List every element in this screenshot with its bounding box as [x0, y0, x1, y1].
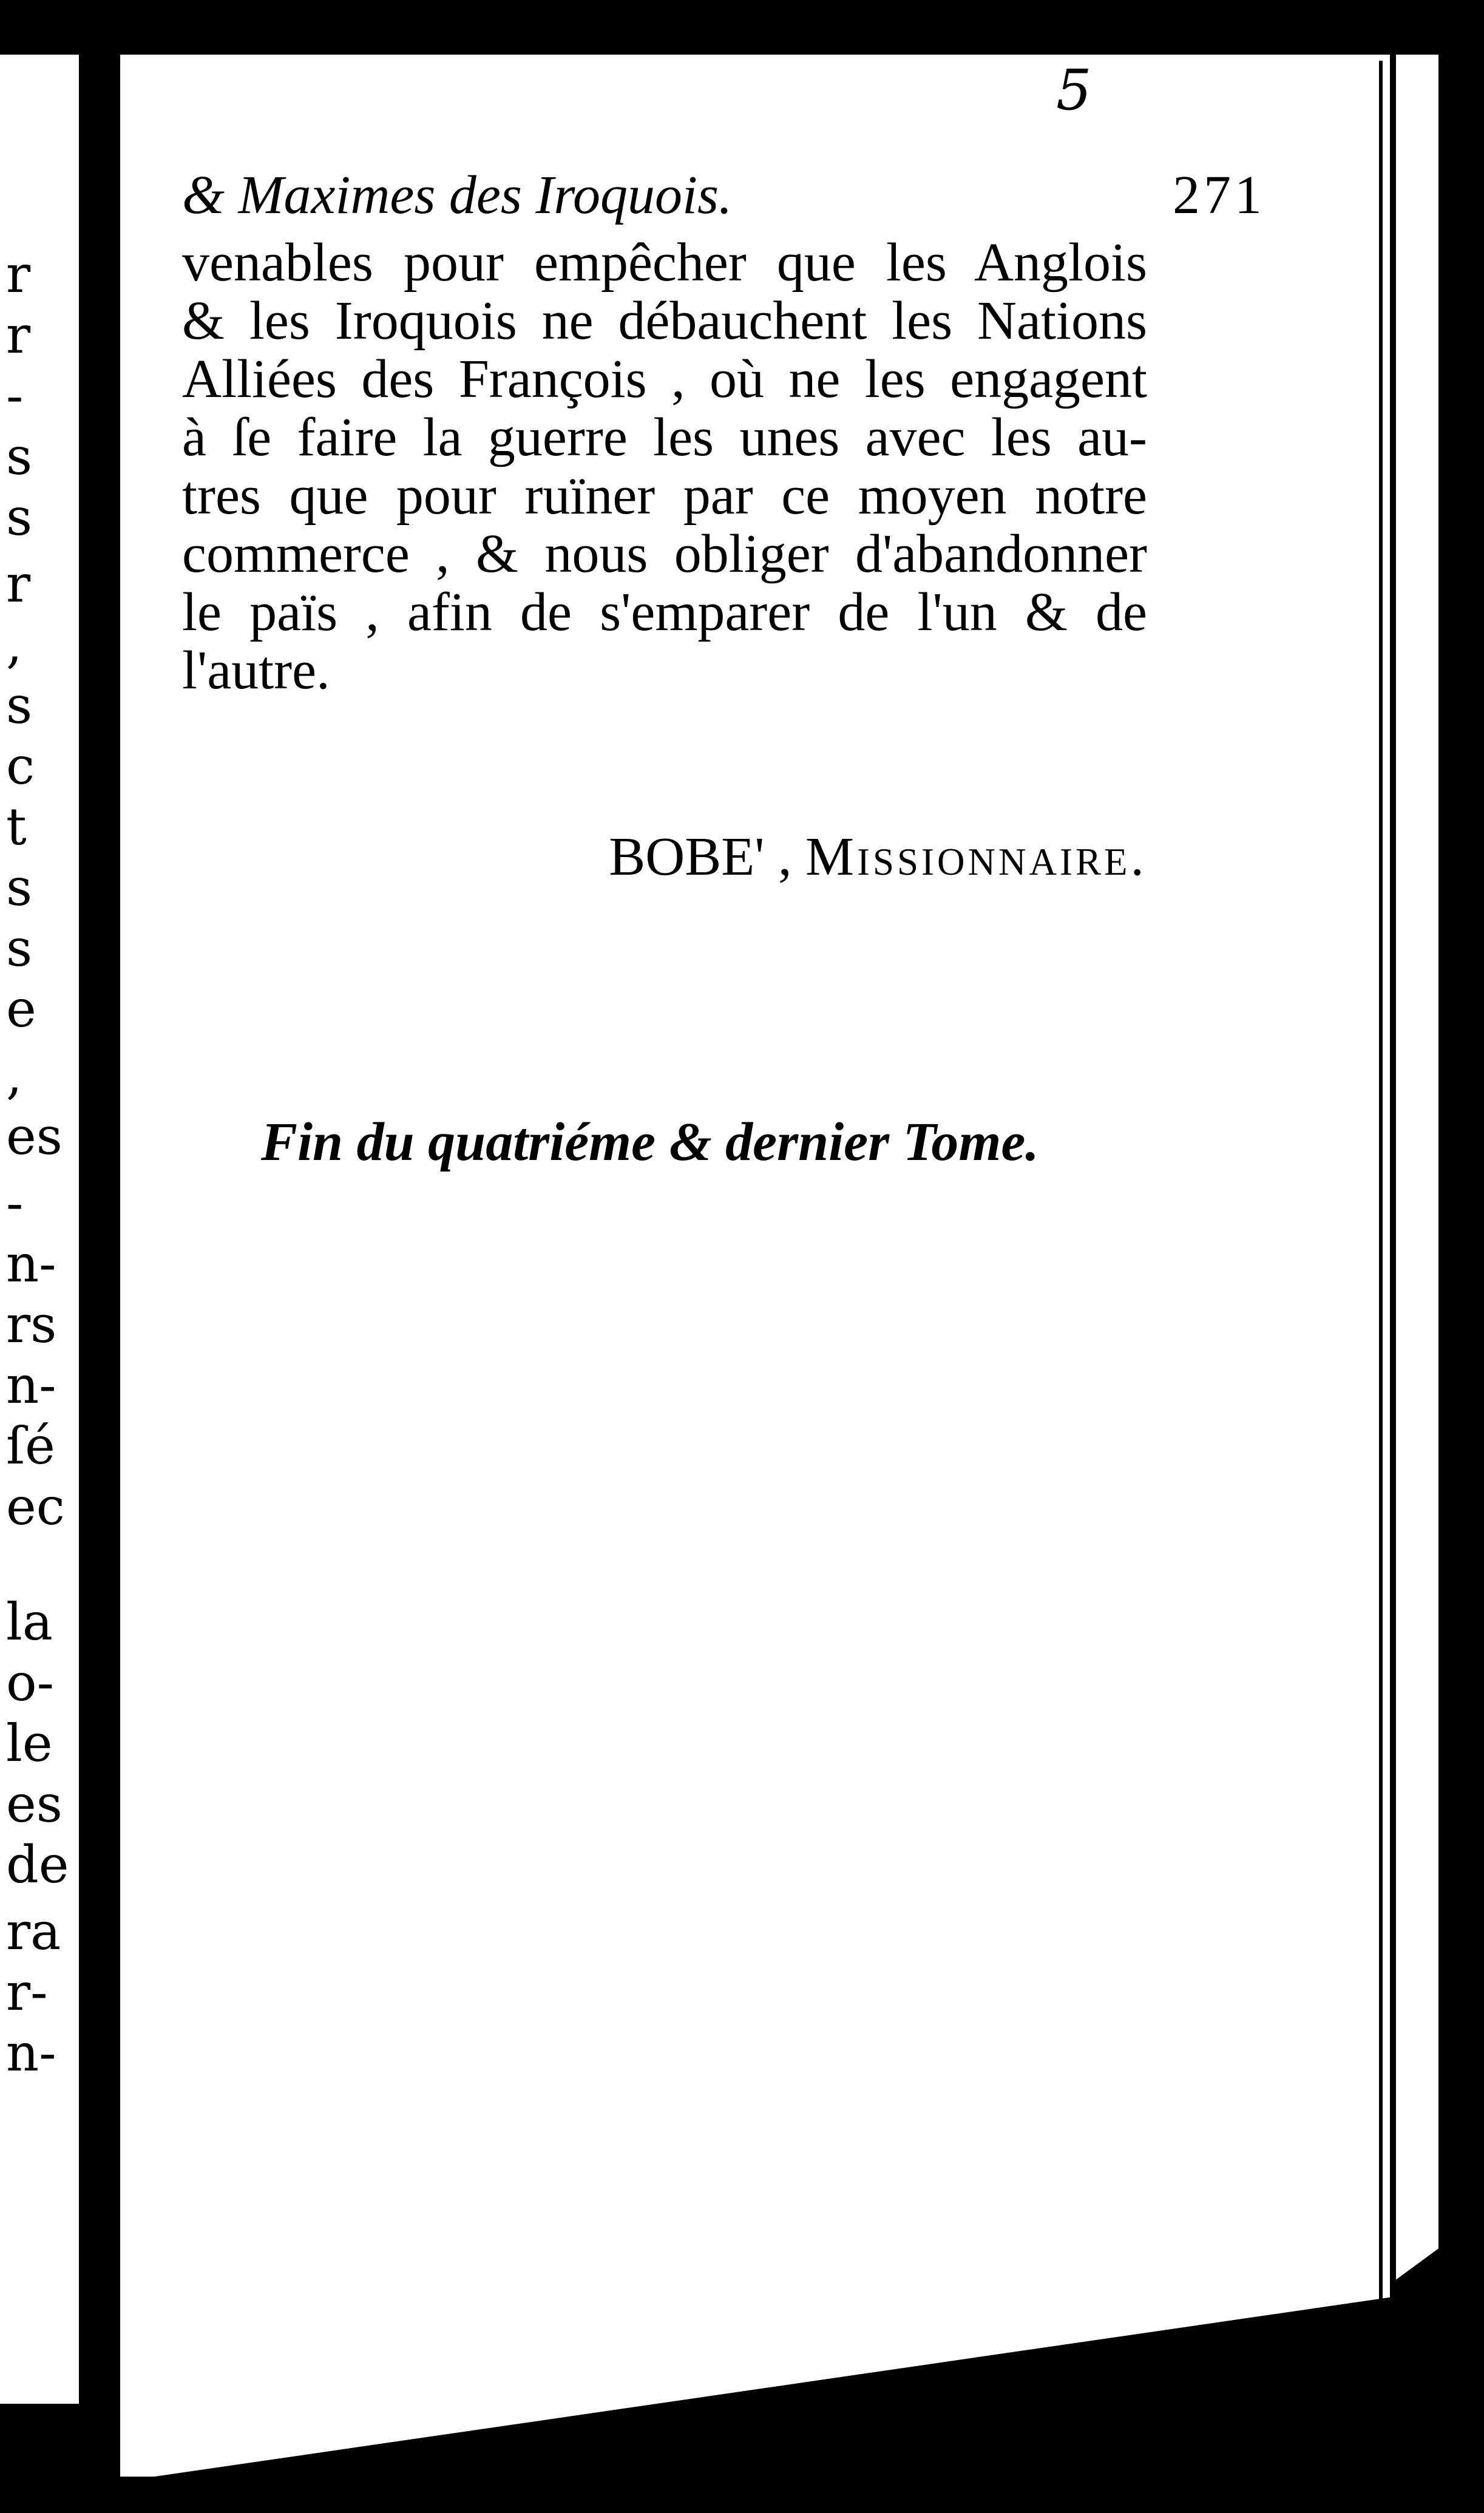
- left-fragment: t: [6, 797, 27, 856]
- folio-mark: 5: [1056, 58, 1092, 123]
- page-header: [182, 164, 1265, 231]
- left-fragment: ,: [6, 615, 22, 674]
- left-fragment: s: [6, 676, 33, 735]
- body-text: [182, 234, 1147, 700]
- left-page-edge: [0, 55, 79, 2404]
- left-fragment: -: [6, 366, 24, 426]
- left-fragment: n-: [6, 1234, 56, 1294]
- left-fragment: s: [6, 487, 33, 547]
- left-fragment: s: [6, 427, 33, 486]
- left-fragment: n-: [6, 2023, 56, 2083]
- left-fragment: r: [6, 305, 31, 365]
- left-fragment: de: [6, 1835, 69, 1894]
- text-line: le païs , afin de s'emparer de l'un & de: [182, 582, 1147, 642]
- left-fragment: rs: [6, 1295, 57, 1354]
- left-fragment: o-: [6, 1653, 54, 1712]
- text-line: venables pour empêcher que les Anglois: [182, 232, 1147, 293]
- running-title: & Maximes des Iroquois.: [182, 165, 733, 225]
- signature: [522, 826, 1147, 888]
- text-line: tres que pour ruïner par ce moyen notre: [182, 466, 1147, 526]
- right-page-edge: [1396, 55, 1438, 2452]
- left-fragment: ,: [6, 1046, 22, 1105]
- left-fragment: ra: [6, 1902, 61, 1961]
- left-fragment: -: [6, 1173, 24, 1233]
- left-fragment: s: [6, 858, 33, 917]
- signature-author: BOBE' ,: [609, 827, 792, 887]
- page-number: 271: [1173, 165, 1265, 225]
- left-fragment: n-: [6, 1355, 56, 1415]
- left-fragment: ſé: [6, 1416, 55, 1476]
- left-fragment: r: [6, 245, 31, 304]
- left-fragment: le: [6, 1714, 53, 1773]
- signature-title: Missionnaire.: [805, 827, 1147, 887]
- left-fragment: la: [6, 1592, 53, 1652]
- text-line: Alliées des François , où ne les engagent: [182, 349, 1147, 409]
- text-line: à ſe faire la guerre les unes avec les au-: [182, 407, 1147, 467]
- left-fragment: ec: [6, 1477, 65, 1536]
- left-fragment: r: [6, 554, 31, 614]
- text-line: l'autre.: [182, 640, 330, 700]
- page-fold-line: [1379, 61, 1383, 2367]
- left-fragment: s: [6, 918, 33, 978]
- left-fragment: e: [6, 979, 36, 1039]
- closing-line: Fin du quatriéme & dernier Tome.: [261, 1112, 1039, 1172]
- text-line: & les Iroquois ne débauchent les Nations: [182, 291, 1147, 351]
- left-fragment: es: [6, 1107, 63, 1166]
- left-fragment: es: [6, 1774, 63, 1834]
- left-fragment: c: [6, 736, 35, 796]
- left-fragment: r-: [6, 1962, 48, 2022]
- text-line: commerce , & nous obliger d'abandonner: [182, 524, 1147, 584]
